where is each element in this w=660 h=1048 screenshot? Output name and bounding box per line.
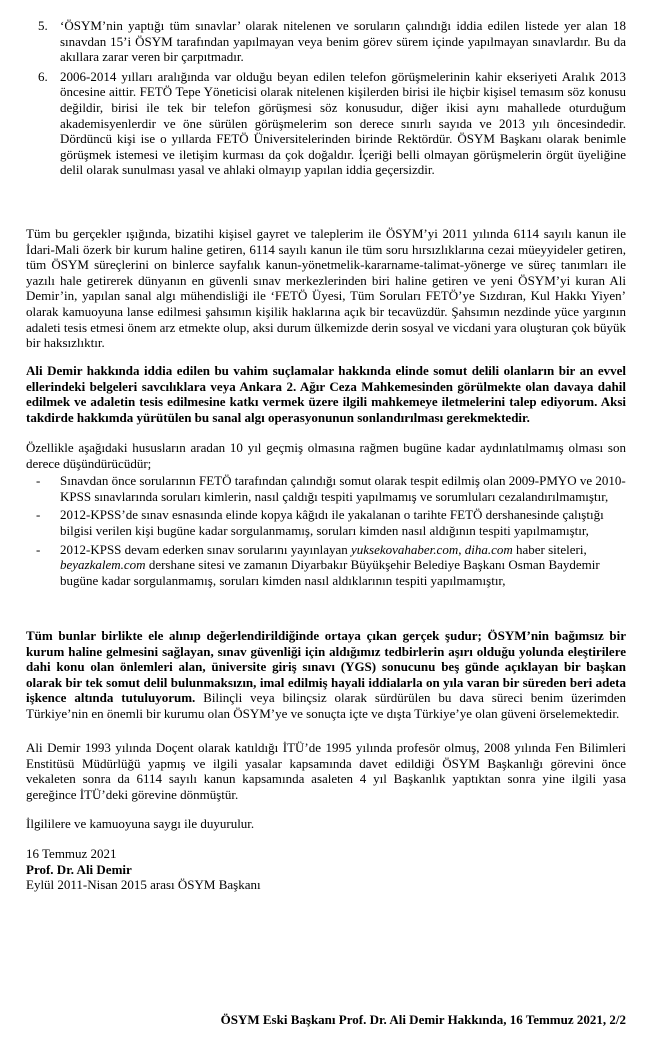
dash-list xyxy=(26,473,626,588)
dash-item-text-part: 2012-KPSS devam ederken sınav sorularını yayınlayan xyxy=(60,541,351,557)
conclusion-bold-text: Tüm bunlar birlikte ele alınıp değerlendirildiğinde ortaya çıkan gerçek şudur; ÖSYM’nin bağımsız bir kurum haline gelmesini sağlayan, sınav güvenliği için aldığımız tedbirlerin aşırı olduğu yolunda eleştirilere dahi konu olan önlemleri alan, üniversite giriş sınavı (YGS) sonucunu beş günde açıklayan bir başkan olarak bir tek somut delil bulunmaksızın, imal edilmiş hayali iddialarla on yıla varan bir süreden beri adeta işkence altında tutuluyorum. xyxy=(26,628,626,706)
unresolved-intro: Özellikle aşağıdaki hususların aradan 10 yıl geçmiş olmasına rağmen bugüne kadar aydınlatılmamış olması son derece düşündürücüdür; xyxy=(26,440,626,471)
dash-item-text: Sınavdan önce sorularının FETÖ tarafından çalındığı somut olarak tespit edilmiş olan 2009-PMYO ve 2010-KPSS sınavlarında soruları kimlerin, nasıl çaldığı tespiti yapılmamış ve sorumluları cezalandırılmamıştır, xyxy=(60,473,626,504)
paragraph-biography: Ali Demir 1993 yılında Doçent olarak katıldığı İTÜ’de 1995 yılında profesör olmuş, 2008 yılında Fen Bilimleri Enstitüsü Müdürlüğü yapmış ve ilgili yasalar kapsamında davet edildiği ÖSYM Başkanlığı görevini önce vekaleten sonra da 6114 sayılı kanun kapsamında asaleten 4 yıl Başkanlık yaptıktan sonra yine ilgili yasa gereğince İTÜ’deki görevine dönmüştür. xyxy=(26,740,626,802)
list-item-text: 2006-2014 yılları aralığında var olduğu beyan edilen telefon görüşmelerinin kahir ekseriyeti Aralık 2013 öncesine aittir. FETÖ Tepe Yöneticisi olarak nitelenen kişilerden birisi ile hiçbir kişisel temasım söz konusu değildir, birisi ile tek bir telefon görüşmesi söz konusudur, diğer ikisi aynı mahallede oturduğum akademisyenlerdir ve öne sürülen görüşmelerim son derece sınırlı sayıda ve 2013 yılı öncesindedir. Dördüncü kişi ise o yıllarda FETÖ Üniversitelerinden birinde Rektördür. ÖSYM Başkanı olarak benimle görüşmek istemesi ve iletişim kurması da çok doğaldır. İçeriği belli olmayan görüşmelerin örgüt üyeliğine delil olarak sunulması yasal ve ahlaki olmayıp yapılan iddia geçersizdir. xyxy=(60,68,626,178)
signature-title: Eylül 2011-Nisan 2015 arası ÖSYM Başkanı xyxy=(26,877,261,893)
dash-item-text: 2012-KPSS’de sınav esnasında elinde kopya kâğıdı ile yakalanan o tarihte FETÖ dershanesinde çalıştığı bilgisi verilen kişi bugüne kadar sorgulanmamış, soruları kimden nasıl aldığının tespiti yapılmamıştır, xyxy=(60,507,604,538)
list-item-text: ‘ÖSYM’nin yaptığı tüm sınavlar’ olarak nitelenen ve soruların çalındığı iddia edilen listede yer alan 18 sınavdan 15’i ÖSYM tarafından yapılmayan veya benim görev sürem içinde yapılmayan sınavlardır. Bu da akıllara zarar veren bir çarpıtmadır. xyxy=(60,18,626,65)
signature-name: Prof. Dr. Ali Demir xyxy=(26,861,132,877)
website-name: diha.com xyxy=(464,541,513,557)
paragraph-achievements: Tüm bu gerçekler ışığında, bizatihi kişisel gayret ve taleplerim ile ÖSYM’yi 2011 yılında 6114 sayılı kanun ile İdari-Mali özerk bir kurum haline getiren, 6114 sayılı kanun ile tüm soru hırsızlıklarına cezai müeyyideler getiren, tüm ÖSYM süreçlerini on binlerce sayfalık kanun-yönetmelik-kararname-talimat-yönerge ve süreç tanımları ile yazılı hale getirerek dünyanın en güvenli sınav merkezlerinden biri haline getiren ve yeni ÖSYM’yi kuran Ali Demir’in, yapılan sanal algı mühendisliği ile ‘FETÖ Üyesi, Tüm Soruları FETÖ’ye Sızdıran, Kul Hakkı Yiyen’ olarak kamuoyuna lanse edilmesi şahsımın kişilik haklarına açık bir tecavüzdür. Şahsımın nezdinde yüce yargının adaleti tesis etmesi önem arz etmekte olup, aksi durum ülkemizde derin sosyal ve vicdani yara oluşturan çok büyük bir haksızlıktır. xyxy=(26,226,626,351)
dash-list-item xyxy=(26,507,626,538)
closing-line: İlgililere ve kamuoyuna saygı ile duyurulur. xyxy=(26,816,255,831)
dash-item-text-part: haber siteleri, xyxy=(512,541,587,557)
list-item-number: 6. xyxy=(38,68,48,84)
list-item-number: 5. xyxy=(38,18,48,33)
dash-bullet: - xyxy=(36,473,41,489)
list-item xyxy=(26,69,626,178)
dash-item-text-part: dershane sitesi ve zamanın Diyarbakır Büyükşehir Belediye Başkanı Osman Baydemir bugüne kadar sorgulanmamış, soruları kimden nasıl aldıklarının tespiti yapılmamıştır, xyxy=(60,557,600,588)
dash-list-item xyxy=(26,473,626,504)
dash-list-item xyxy=(26,542,626,589)
signature-block xyxy=(26,846,626,893)
website-name: yuksekovahaber.com xyxy=(351,541,459,557)
dash-bullet: - xyxy=(36,507,41,523)
page-footer: ÖSYM Eski Başkanı Prof. Dr. Ali Demir Hakkında, 16 Temmuz 2021, 2/2 xyxy=(220,1012,626,1027)
conclusion-regular-text: Bilinçli veya bilinçsiz olarak sürdürülen bu dava süreci benim üzerimden Türkiye’nin en önemli bir kurumu olan ÖSYM’ye ve sonuçta içte ve dışta Türkiye’ye olan güveni örselemektedir. xyxy=(26,690,626,721)
website-name: beyazkalem.com xyxy=(60,557,146,573)
paragraph-conclusion xyxy=(26,628,626,722)
dash-item-text-part: , xyxy=(458,541,465,557)
list-item xyxy=(26,18,626,65)
dash-bullet: - xyxy=(36,541,41,557)
numbered-list xyxy=(26,18,626,182)
paragraph-evidence-request: Ali Demir hakkında iddia edilen bu vahim suçlamalar hakkında elinde somut delili olanların bir an evvel ellerindeki belgeleri savcılıklara veya Ankara 2. Ağır Ceza Mahkemesinden görülmekte olan davaya dahil edilmek ve adaletin tesis edilmesine katkı vermek üzere ilgili mahkemeye iletmelerini talep ediyorum. Aksi takdirde hakkımda yürütülen bu sanal algı operasyonunun sonlandırılması gerekmektedir. xyxy=(26,363,626,425)
paragraph-unresolved xyxy=(26,440,626,591)
signature-date: 16 Temmuz 2021 xyxy=(26,846,117,861)
